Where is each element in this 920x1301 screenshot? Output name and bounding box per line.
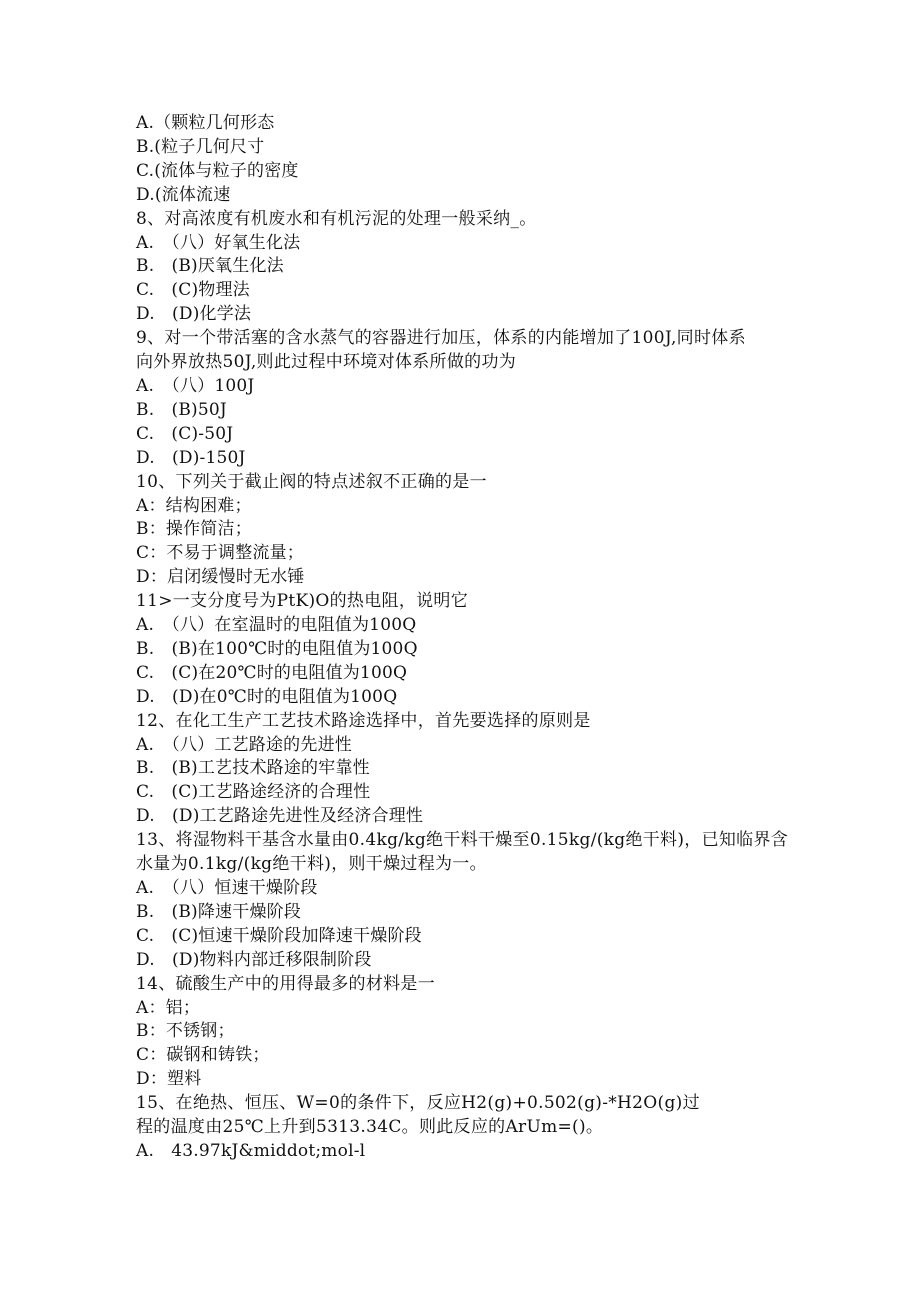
option-line: A. 43.97kJ&middot;mol-l [136, 1140, 366, 1161]
question-13: 13、将湿物料干基含水量由0.4kg∕kg绝干料干燥至0.15kg∕(kg绝干料)，已知临界含 [136, 830, 789, 851]
option-line: D：启闭缓慢时无水锤 [136, 567, 305, 588]
option-line: C. (C)在20℃时的电阻值为100Q [136, 662, 408, 683]
question-8: 8、对高浓度有机废水和有机污泥的处理一般采纳_。 [136, 208, 537, 229]
option-line: D：塑料 [136, 1069, 202, 1090]
option-line: A. （八）好氧生化法 [136, 232, 301, 253]
option-line: B. (B)厌氧生化法 [136, 256, 284, 277]
option-line: C. (C)工艺路途经济的合理性 [136, 782, 371, 803]
question-11: 11>一支分度号为PtK)O的热电阻，说明它 [136, 591, 469, 612]
option-line: B. (B)降速干燥阶段 [136, 901, 302, 922]
option-line: B：不锈钢； [136, 1021, 235, 1042]
option-line: A：结构困难； [136, 495, 252, 516]
option-line: A.（颗粒几何形态 [136, 113, 275, 133]
option-line: B. (B)50J [136, 399, 227, 420]
question-13-continued: 水量为0.1kg∕(kg绝干料)，则干燥过程为一。 [136, 854, 487, 875]
question-15: 15、在绝热、恒压、W=0的条件下，反应H2(g)+0.502(g)-*H2O(g)过 [136, 1093, 700, 1114]
option-line: D. (D)工艺路途先进性及经济合理性 [136, 806, 424, 827]
document-page [136, 112, 796, 1164]
option-line: A. （八）工艺路途的先进性 [136, 734, 352, 755]
question-15-continued: 程的温度由25℃上升到5313.34C。则此反应的ArUm=()。 [136, 1117, 604, 1138]
option-line: B：操作简洁； [136, 519, 252, 540]
option-line: C. (C)恒速干燥阶段加降速干燥阶段 [136, 925, 422, 946]
question-12: 12、在化工生产工艺技术路途选择中，首先要选择的原则是 [136, 710, 591, 731]
option-line: D. (D)化学法 [136, 304, 252, 325]
question-9-continued: 向外界放热50J,则此过程中环境对体系所做的功为 [136, 352, 517, 373]
option-line: C：不易于调整流量； [136, 543, 305, 564]
option-line: D. (D)物料内部迁移限制阶段 [136, 949, 372, 970]
option-line: C.(流体与粒子的密度 [136, 160, 299, 181]
question-9: 9、对一个带活塞的含水蒸气的容器进行加压，体系的内能增加了100J,同时体系 [136, 328, 746, 349]
option-line: A：铝； [136, 997, 201, 1018]
option-line: D. (D)在0℃时的电阻值为100Q [136, 686, 398, 707]
option-line: B. (B)在100℃时的电阻值为100Q [136, 638, 418, 659]
option-line: C. (C)物理法 [136, 280, 250, 301]
option-line: C：碳钢和铸铁； [136, 1045, 270, 1066]
option-line: B. (B)工艺技术路途的牢靠性 [136, 758, 370, 779]
question-14: 14、硫酸生产中的用得最多的材料是一 [136, 973, 436, 994]
option-line: A. （八）恒速干燥阶段 [136, 878, 318, 898]
option-line: A. （八）在室温时的电阻值为100Q [136, 615, 417, 636]
option-line: D.(流体流速 [136, 184, 231, 205]
option-line: D. (D)-150J [136, 447, 246, 468]
option-line: B.(粒子几何尺寸 [136, 136, 265, 157]
question-10: 10、下列关于截止阀的特点述叙不正确的是一 [136, 471, 487, 492]
option-line: C. (C)-50J [136, 423, 234, 444]
option-line: A. （八）100J [136, 375, 255, 396]
